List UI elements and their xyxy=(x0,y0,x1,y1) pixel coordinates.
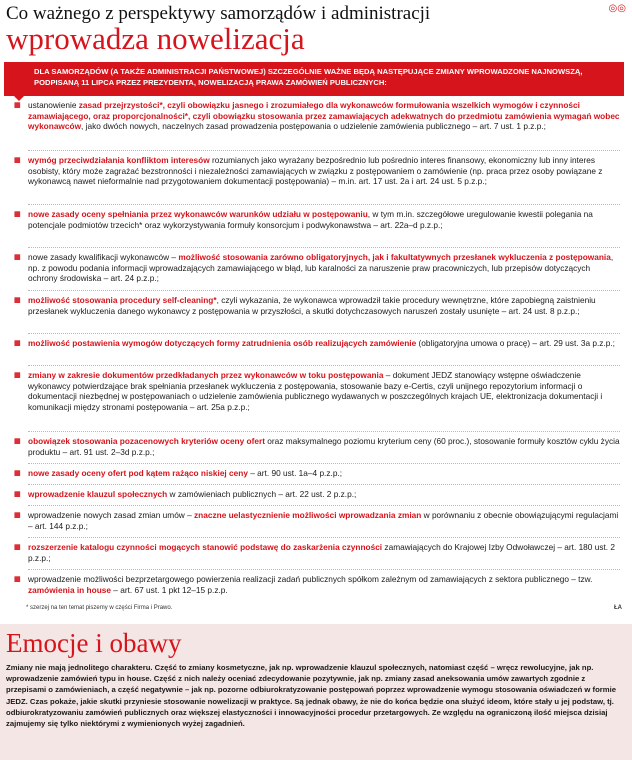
item-highlight: obowiązek stosowania pozacenowych kryteriów oceny ofert xyxy=(28,436,265,446)
bullet-icon: ▦ xyxy=(14,102,21,109)
list-item xyxy=(14,338,620,349)
item-highlight: możliwość stosowania procedury self-cleaning* xyxy=(28,295,217,305)
bullet-icon: ▦ xyxy=(14,544,21,551)
divider xyxy=(28,431,620,432)
item-text: w zamówieniach publicznych – art. 22 ust. 2 p.z.p.; xyxy=(167,489,357,499)
list-item xyxy=(14,370,620,412)
divider xyxy=(28,463,620,464)
item-text: , czyli wykazania, że wykonawca wprowadził takie procedury wewnętrzne, które zapobiegną zaistnieniu przesłanek wykluczenia danego wykonawcy z postępowania w przyszłości, a skutki dotychczasowych naruszeń zostały usunięte – art. 24 ust. 8 p.z.p.; xyxy=(28,295,596,316)
item-text: w porównaniu z obecnie obowiązującymi regulacjami – art. 144 p.z.p.; xyxy=(28,510,619,531)
divider xyxy=(28,365,620,366)
divider xyxy=(28,537,620,538)
list-item xyxy=(14,100,620,132)
bullet-icon: ▦ xyxy=(14,254,21,261)
list-item xyxy=(14,574,620,595)
bullet-icon: ▦ xyxy=(14,372,21,379)
commentary-title: Emocje i obawy xyxy=(6,628,182,658)
divider xyxy=(28,505,620,506)
list-item xyxy=(14,155,620,187)
item-highlight: możliwość postawienia wymogów dotyczących formy zatrudnienia osób realizujących zamówienie xyxy=(28,338,417,348)
divider xyxy=(28,290,620,291)
item-highlight: nowe zasady oceny spełniania przez wykonawców warunków udziału w postępowaniu xyxy=(28,209,368,219)
list-item xyxy=(14,436,620,457)
item-text: rozumianych jako wyrażany bezpośrednio lub pośrednio interes finansowy, ekonomiczny lub inny interes osobisty, który może zagrażać bezstronności i niezależności zamawiających w związku z postępowaniem o zamówienie (np. praca przez osoby powiązane z wykonawcą nawet nieformalnie nad przygotowaniem dokumentacji postępowania) – m.in. art. 17 ust. 2a i art. 24 ust. 5 p.z.p.; xyxy=(28,155,603,187)
item-highlight: zmiany w zakresie dokumentów przedkładanych przez wykonawców w toku postępowania xyxy=(28,370,384,380)
bullet-icon: ▦ xyxy=(14,576,21,583)
article-heading: Co ważnego z perspektywy samorządów i administracji xyxy=(6,3,431,24)
item-highlight: zamówienia in house xyxy=(28,584,111,595)
divider xyxy=(28,204,620,205)
item-highlight: nowe zasady oceny ofert pod kątem rażąco niskiej ceny xyxy=(28,468,248,478)
bullet-icon: ▦ xyxy=(14,470,21,477)
divider xyxy=(28,150,620,151)
divider xyxy=(28,569,620,570)
list-item xyxy=(14,510,620,531)
item-highlight: rozszerzenie katalogu czynności mogących stanowić podstawę do zaskarżenia czynności xyxy=(28,542,383,552)
item-text: oraz maksymalnego poziomu kryterium ceny (60 proc.), stosowanie formuły kosztów cyklu życia produktu – art. 91 ust. 2–3d p.z.p.; xyxy=(28,436,620,457)
bullet-icon: ▦ xyxy=(14,297,21,304)
item-text: ustanowienie xyxy=(28,100,79,110)
list-item xyxy=(14,468,620,479)
divider xyxy=(28,484,620,485)
bullet-icon: ▦ xyxy=(14,512,21,519)
item-highlight: zasad przejrzystości*, czyli obowiązku jasnego i zrozumiałego dla wykonawców formułowania wszelkich wymogów i czynności zamawiającego, oraz proporcjonalności*, czyli obowiązku stosowania przez zamawiających adekwatnych do przedmiotu zamówienia wymagań wobec wykonawców xyxy=(28,100,620,132)
item-highlight: znaczne uelastycznienie możliwości wprowadzania zmian xyxy=(194,510,422,520)
list-item xyxy=(14,542,620,563)
item-text: , np. z powodu podania informacji wprowadzających zamawiającego w błąd, lub karalności za naruszenie praw pracowniczych, lub przepisów dotyczących ochrony środowiska – art. 24 p.z.p.; xyxy=(28,252,614,284)
item-highlight: wprowadzenie klauzul społecznych xyxy=(28,489,168,499)
list-item xyxy=(14,295,620,316)
list-item xyxy=(14,489,620,500)
item-text: , jako dwóch nowych, naczelnych zasad prowadzenia postępowania o udzielenie zamówienia publicznego – art. 7 ust. 1 p.z.p.; xyxy=(81,121,546,132)
publisher-logo-icon: ◎◎ xyxy=(608,3,626,14)
divider xyxy=(28,247,620,248)
bullet-icon: ▦ xyxy=(14,491,21,498)
bullet-icon: ▦ xyxy=(14,157,21,164)
item-text: – art. 67 ust. 1 pkt 12–15 p.z.p. xyxy=(111,584,228,595)
bullet-icon: ▦ xyxy=(14,340,21,347)
changes-panel xyxy=(4,62,624,622)
author-initials: ŁA xyxy=(614,605,622,611)
bullet-icon: ▦ xyxy=(14,438,21,445)
item-text: wprowadzenie nowych zasad zmian umów – xyxy=(28,510,195,520)
intro-text: DLA SAMORZĄDÓW (A TAKŻE ADMINISTRACJI PAŃSTWOWEJ) SZCZEGÓLNIE WAŻNE BĘDĄ NASTĘPUJĄCE ZMIANY WPROWADZONE NAJNOWSZĄ, PODPISANĄ 11 LIPCA PRZEZ PREZYDENTA, NOWELIZACJĄ PRAWA ZAMÓWIEŃ PUBLICZNYCH: xyxy=(34,67,583,87)
item-text: nowe zasady kwalifikacji wykonawców – xyxy=(28,252,179,262)
list-item xyxy=(14,209,620,230)
item-text: zamawiających do Krajowej Izby Odwoławczej – art. 180 ust. 2 p.z.p.; xyxy=(28,542,616,563)
item-text: (obligatoryjna umowa o pracę) – art. 29 ust. 3a p.z.p.; xyxy=(416,338,615,348)
item-text: – dokument JEDZ stanowiący wstępne oświadczenie wykonawcy potwierdzające brak spełniania przesłanek wykluczenia z postępowania, stosowanie bazy e-Certis, czyli unijnego repozytorium informacji o dokumentacji niezbędnej w postępowaniach o udzielenie zamówienia publicznego wydawanych w poszczególnych krajach UE, elektronizacja dokumentacji i komunikacji między stronami postępowania – art. 25a p.z.p.; xyxy=(28,370,603,412)
item-highlight: wymóg przeciwdziałania konfliktom interesów xyxy=(28,155,210,165)
commentary-section xyxy=(0,624,632,760)
article-subheading: wprowadza nowelizacja xyxy=(6,21,305,56)
commentary-text: Zmiany nie mają jednolitego charakteru. Część to zmiany kosmetyczne, jak np. wprowadzenie klauzul społecznych, natomiast część – wręcz rewolucyjne, jak np. wprowadzenie zamówień typu in house. Część z nich należy oceniać zdecydowanie pozytywnie, jak np. zmiany zasad aneksowania umów zawartych zgodnie z przepisami o zamówieniach, a część negatywnie – jak np. pozorne odbiurokratyzowanie postępowań poprzez wprowadzenie wymogu stosowania oświadczeń w formie JEDZ. Czas pokaże, jakie skutki przyniesie stosowanie nowelizacji w praktyce. Są jednak obawy, że nie do końca będzie ona służyć ideom, które stały u jej podstaw, tj. odbiurokratyzowaniu zamówień publicznych oraz większej elastyczności i innowacyjności procedur przetargowych. Ze względu na ograniczoną ilość miejsca dzisiaj zajmujemy się tylko niektórymi z wymienionych wyżej zagadnień. xyxy=(6,663,617,729)
item-text: , w tym m.in. szczegółowe uregulowanie kwestii polegania na potencjale podmiotów trzecich* oraz wykorzystywania formuły konsorcjum i podwykonawstwa – art. 22a–d p.z.p.; xyxy=(28,209,593,230)
item-highlight: możliwość stosowania zarówno obligatoryjnych, jak i fakultatywnych przesłanek wykluczenia z postępowania xyxy=(178,252,611,262)
intro-banner xyxy=(4,62,624,96)
list-item xyxy=(14,252,620,284)
intro-arrow-icon xyxy=(10,92,28,101)
footnote: * szerzej na ten temat piszemy w części Firma i Prawo. xyxy=(26,605,173,611)
item-text: – art. 90 ust. 1a–4 p.z.p.; xyxy=(247,468,343,478)
divider xyxy=(28,333,620,334)
item-text: wprowadzenie możliwości bezprzetargowego powierzenia realizacji zadań publicznych spółkom zależnym od zamawiających z sektora publicznego – tzw. xyxy=(28,574,593,584)
bullet-icon: ▦ xyxy=(14,211,21,218)
